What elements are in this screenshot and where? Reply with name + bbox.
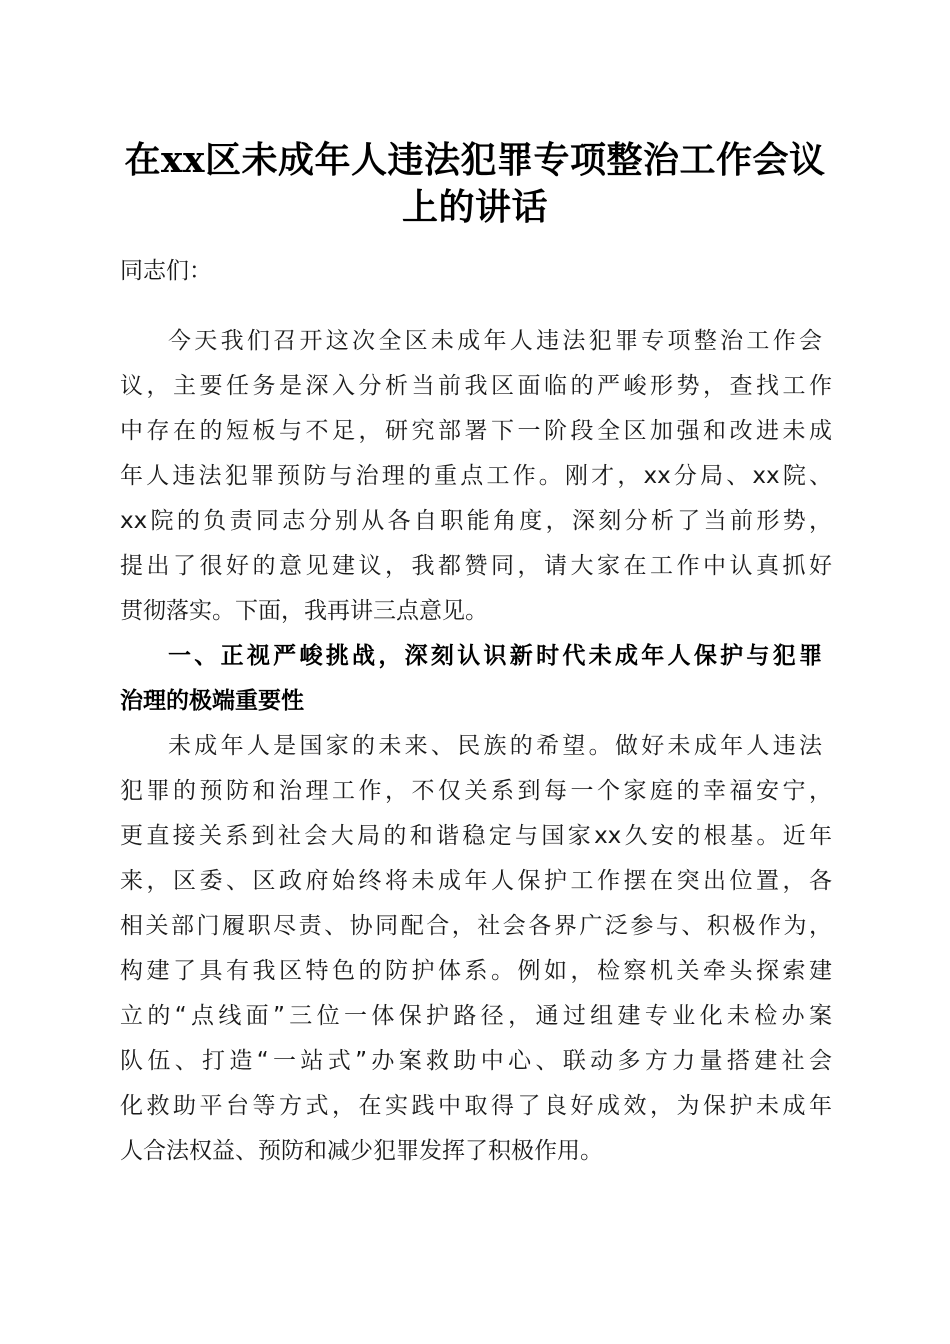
para2-line-7: 立的“点线面”三位一体保护路径，通过组建专业化未检办案 [120,1003,832,1029]
para1-line-6: 提出了很好的意见建议，我都赞同，请大家在工作中认真抓好 [120,553,832,579]
para1-line-3: 中存在的短板与不足，研究部署下一阶段全区加强和改进未成 [120,418,832,444]
para1-line-2: 议，主要任务是深入分析当前我区面临的严峻形势，查找工作 [120,373,832,399]
para1-line-4: 年人违法犯罪预防与治理的重点工作。刚才，xx分局、xx院、 [120,463,832,489]
para1-line-1: 今天我们召开这次全区未成年人违法犯罪专项整治工作会 [168,328,822,354]
para1-line-7: 贯彻落实。下面，我再讲三点意见。 [120,598,488,624]
section-heading-1-line-1: 一、正视严峻挑战，深刻认识新时代未成年人保护与犯罪 [168,643,822,669]
para2-line-9: 化救助平台等方式，在实践中取得了良好成效，为保护未成年 [120,1093,832,1119]
salutation: 同志们： [120,258,212,284]
para1-line-5: xx院的负责同志分别从各自职能角度，深刻分析了当前形势， [120,508,832,534]
para2-line-1: 未成年人是国家的未来、民族的希望。做好未成年人违法 [168,733,822,759]
para2-line-5: 相关部门履职尽责、协同配合，社会各界广泛参与、积极作为， [120,913,832,939]
para2-line-8: 队伍、打造“一站式”办案救助中心、联动多方力量搭建社会 [120,1048,832,1074]
section-heading-1-line-2: 治理的极端重要性 [120,688,304,714]
document-title-line-2: 上的讲话 [401,186,548,228]
para2-line-3: 更直接关系到社会大局的和谐稳定与国家xx久安的根基。近年 [120,823,832,849]
para2-line-2: 犯罪的预防和治理工作，不仅关系到每一个家庭的幸福安宁， [120,778,832,804]
para2-line-6: 构建了具有我区特色的防护体系。例如，检察机关牵头探索建 [120,958,832,984]
para2-line-10: 人合法权益、预防和减少犯罪发挥了积极作用。 [120,1138,603,1164]
document-title-line-1: 在xx区未成年人违法犯罪专项整治工作会议 [124,139,826,181]
para2-line-4: 来，区委、区政府始终将未成年人保护工作摆在突出位置，各 [120,868,832,894]
